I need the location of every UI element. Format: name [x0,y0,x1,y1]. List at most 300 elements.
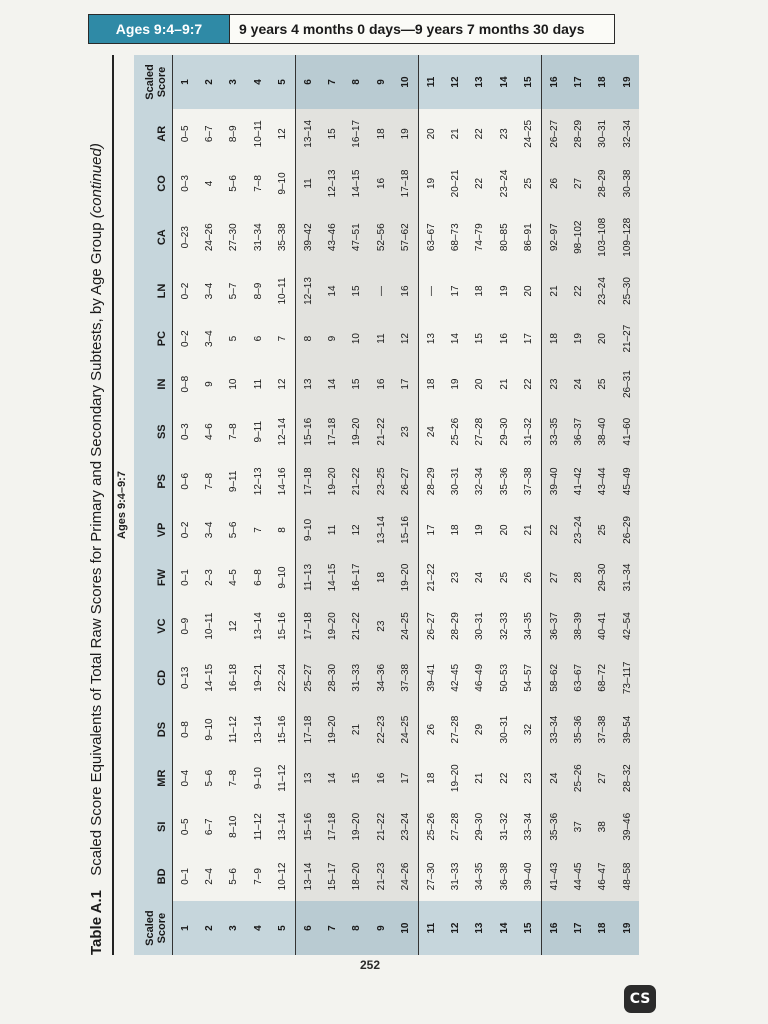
table-cell: 41–42 [566,457,590,507]
table-cell: 35–36 [566,705,590,755]
table-cell: 19 [566,316,590,362]
table-cell: 3–4 [204,282,216,300]
table-cell: 43–46 [320,208,344,266]
title-divider [112,55,114,955]
table-cell: 26 [541,159,566,209]
table-cell: 12 [394,316,419,362]
table-cell: 24–26 [394,852,419,902]
table-cell: 13 [295,361,320,407]
table-cell: 46–49 [474,663,486,692]
table-cell: 22 [566,266,590,316]
table-cell: 9–11 [228,470,240,493]
table-cell: 0–23 [179,226,191,249]
column-header: CD [134,651,173,705]
table-cell: 9–10 [277,172,289,195]
column-header: DS [134,705,173,755]
table-cell: 11–12 [228,716,240,744]
table-cell: 109–128 [615,208,639,266]
table-cell: 0–5 [179,818,191,836]
table-cell: 18 [591,55,615,109]
column-header: VP [134,506,173,554]
table-cell: 23 [541,361,566,407]
table-cell: 28–29 [449,612,461,641]
table-cell: 13–14 [369,506,393,554]
table-cell: 22 [541,506,566,554]
column-header: PS [134,457,173,507]
table-cell: 5–7 [228,282,240,300]
table-cell: 23 [498,128,510,140]
table-cell: 8 [295,316,320,362]
table-cell: 3–4 [204,330,216,347]
table-cell: 26 [418,705,443,755]
table-cell: 18–20 [345,852,369,902]
table-cell: 16 [369,754,393,802]
table-cell: 11 [320,506,344,554]
table-cell: 21 [541,266,566,316]
table-cell: 37 [566,802,590,852]
table-cell: 36–37 [566,407,590,457]
table-cell: 18 [449,524,461,536]
table-cell: 9–10 [295,506,320,554]
table-cell: 23 [369,601,393,651]
table-cell: 6 [295,55,320,109]
table-row [246,55,270,955]
table-cell: 13–14 [295,852,320,902]
table-cell: 73–117 [615,651,639,705]
table-row [566,55,590,955]
table-cell: 2–3 [204,569,216,586]
table-cell: 30–31 [449,467,461,496]
table-cell: 0–2 [179,521,191,539]
table-cell: 9–10 [277,566,289,589]
table-row [468,55,492,955]
table-row [492,55,516,955]
table-cell: 14–15 [204,663,216,692]
table-row [197,55,221,955]
table-cell: 19–20 [320,457,344,507]
table-cell: 5–6 [228,868,240,885]
table-cell: 21–27 [615,316,639,362]
table-cell: 36–38 [498,862,510,891]
table-cell: 38 [591,802,615,852]
table-cell: 0–3 [179,175,191,192]
table-cell: 30–31 [591,109,615,159]
table-cell: 8 [345,55,369,109]
table-cell: 37–38 [394,651,419,705]
table-cell: 32 [523,723,535,736]
table-cell: 2 [197,55,221,109]
table-row [615,55,639,955]
table-cell: 31–33 [345,651,369,705]
table-cell: 4–6 [204,423,216,441]
table-cell: 14–16 [277,467,289,496]
table-cell: 57–62 [394,208,419,266]
table-cell: 17–18 [295,457,320,507]
table-cell: 31–34 [615,554,639,602]
table-cell: 103–108 [591,208,615,266]
table-cell: 5–6 [228,175,240,192]
table-cell: 17 [566,55,590,109]
table-cell: 25–26 [418,802,443,852]
table-cell: 1 [173,901,198,955]
column-header: SI [134,802,173,852]
table-cell: 15 [345,754,369,802]
table-cell: 28 [566,554,590,602]
table-cell: 25–26 [566,754,590,802]
table-cell: 15 [516,901,541,955]
table-cell: 6 [295,901,320,955]
table-cell: 20 [498,524,510,536]
column-header: SS [134,407,173,457]
table-cell: 7–8 [204,472,216,490]
table-cell: 11–13 [295,554,320,602]
table-cell: 26–31 [615,361,639,407]
table-cell: 20 [523,285,535,297]
table-body [173,55,640,955]
table-cell: 38–39 [566,601,590,651]
table-cell: 16–17 [345,109,369,159]
table-cell: 9 [369,55,393,109]
table-cell: 15–16 [295,407,320,457]
table-cell: 22 [474,177,486,190]
table-cell: 17 [449,285,461,297]
table-cell: 41–43 [541,852,566,902]
table-cell: 17 [394,361,419,407]
table-cell: 11–12 [277,764,289,792]
table-cell: 28–32 [615,754,639,802]
table-cell: 18 [369,554,393,602]
table-cell: 11 [418,55,443,109]
table-cell: 21–22 [418,554,443,602]
table-cell: 42–45 [449,663,461,692]
table-cell: 17–18 [394,159,419,209]
table-cell: 0–1 [179,569,191,586]
table-cell: 9–10 [252,767,264,790]
table-cell: 25–26 [449,417,461,446]
table-cell: 7–9 [252,868,264,885]
table-cell: 23 [523,772,535,784]
table-cell: 38–40 [591,407,615,457]
table-cell: 17 [566,901,590,955]
table-cell: 10 [345,316,369,362]
table-cell: 27 [591,754,615,802]
table-cell: 21 [474,772,486,784]
table-cell: 21–22 [369,407,393,457]
table-cell: 25–27 [295,651,320,705]
table-cell: 21 [449,128,461,140]
table-cell: 33–34 [523,812,535,841]
table-cell: 11 [418,901,443,955]
table-cell: 11 [295,159,320,209]
table-cell: 42–54 [615,601,639,651]
table-cell: 92–97 [541,208,566,266]
table-cell: 16 [541,901,566,955]
column-header: PC [134,316,173,362]
table-cell: 86–91 [523,223,535,252]
table-cell: 0–8 [179,721,191,738]
table-cell: 35–38 [277,223,289,252]
table-cell: 19–20 [394,554,419,602]
table-cell: 31–34 [252,223,264,252]
table-row [394,55,419,955]
table-cell: 13–14 [277,812,289,841]
table-cell: 22–24 [277,663,289,692]
table-cell: 21 [345,705,369,755]
table-cell: 29–30 [498,417,510,446]
age-range-header [88,14,615,44]
table-cell: 28–29 [566,109,590,159]
table-cell: 20 [591,316,615,362]
table-cell: 17–18 [320,407,344,457]
table-cell: 20 [418,109,443,159]
table-cell: 12 [345,506,369,554]
column-header: BD [134,852,173,902]
table-cell: 11–12 [252,813,264,841]
table-cell: 0–2 [179,282,191,300]
table-row [320,55,344,955]
table-cell: 21–22 [345,601,369,651]
table-cell: 43–44 [591,457,615,507]
table-cell: 0–9 [179,617,191,635]
table-cell: 63–67 [418,208,443,266]
table-cell: 31–32 [523,417,535,446]
table-cell: 21 [523,524,535,536]
table-cell: 16 [498,333,510,345]
table-cell: 22 [498,772,510,784]
table-cell: 12 [277,378,289,390]
table-cell: 25–30 [615,266,639,316]
table-cell: 21 [498,378,510,390]
table-cell: 35–36 [498,467,510,496]
table-cell: 14 [492,55,516,109]
table-cell: 16 [369,361,393,407]
table-cell: 27–30 [228,223,240,252]
table-cell: 18 [369,109,393,159]
table-cell: 26 [523,571,535,584]
table-cell: 15 [516,55,541,109]
table-cell: 19–20 [345,407,369,457]
table-cell: 15 [345,361,369,407]
table-cell: 25 [591,506,615,554]
table-cell: 4 [246,55,270,109]
table-cell: 12–13 [252,467,264,496]
table-cell: 27–28 [449,812,461,841]
table-cell: 13 [468,901,492,955]
table-cell: 19–20 [320,601,344,651]
table-cell: 19–21 [252,663,264,692]
table-cell: 47–51 [345,208,369,266]
table-cell: 20 [474,378,486,390]
table-cell: 17 [418,506,443,554]
table-cell: 16–17 [345,554,369,602]
table-cell: 31–32 [498,812,510,841]
table-cell: 50–53 [498,663,510,692]
table-cell: 24 [418,407,443,457]
table-cell: 33–35 [541,407,566,457]
table-cell: 19–20 [345,802,369,852]
table-cell: 0–3 [179,423,191,441]
table-cell: 15–16 [277,715,289,744]
table-cell: 6–7 [204,125,216,143]
table-cell: 15–16 [394,506,419,554]
table-cell: 5–6 [228,521,240,539]
table-cell: 34–35 [474,862,486,891]
table-cell: 48–58 [615,852,639,902]
table-cell: 18 [474,285,486,297]
table-cell: 19 [615,901,639,955]
table-row [369,55,393,955]
table-cell: 15–16 [295,802,320,852]
table-cell: 19–20 [320,705,344,755]
table-cell: 7 [277,335,289,342]
table-header-row [134,55,173,955]
table-cell: 5 [228,335,240,342]
table-cell: 30–31 [498,715,510,744]
table-cell: 41–60 [615,407,639,457]
table-cell: 10 [394,55,419,109]
table-cell: 11 [252,378,264,390]
table-cell: 28–29 [591,159,615,209]
table-cell: 23–25 [369,457,393,507]
table-cell: 13 [468,55,492,109]
table-cell: 39–42 [295,208,320,266]
table-cell: 18 [591,901,615,955]
table-cell: 24–25 [394,705,419,755]
table-cell: 10–11 [252,120,264,148]
table-cell: 37–38 [523,467,535,496]
table-cell: 4–5 [228,569,240,586]
table-cell: 12 [277,128,289,140]
table-row [541,55,566,955]
table-cell: 3 [222,901,246,955]
table-cell: 68–72 [591,651,615,705]
table-cell: 14 [320,361,344,407]
column-header: IN [134,361,173,407]
rotated-table-block [84,55,633,955]
table-cell: 9 [369,901,393,955]
table-cell: 13–14 [252,715,264,744]
table-cell: 80–85 [498,223,510,252]
table-cell: 22 [523,378,535,390]
table-cell: 29 [474,723,486,736]
table-cell: 46–47 [591,852,615,902]
table-cell: 28–30 [320,651,344,705]
table-cell: 74–79 [474,223,486,252]
table-cell: 52–56 [369,208,393,266]
table-cell: 2 [197,901,221,955]
table-cell: 16 [394,266,419,316]
column-header: FW [134,554,173,602]
table-cell: 23 [449,571,461,584]
table-cell: 39–41 [418,651,443,705]
table-row [173,55,198,955]
table-cell: 44–45 [566,852,590,902]
table-cell: 19 [498,285,510,297]
table-cell: 19–20 [449,764,461,793]
table-cell: 10 [228,378,240,390]
table-cell: 23–24 [394,802,419,852]
table-cell: 36–37 [541,601,566,651]
table-cell: 45–49 [615,457,639,507]
table-cell: 17–18 [320,802,344,852]
table-cell: 0–6 [179,472,191,490]
table-cell: 24 [566,361,590,407]
table-cell: 5 [271,901,296,955]
table-cell: 18 [541,316,566,362]
column-header: Scaled Score [134,55,173,109]
column-header: AR [134,109,173,159]
table-cell: 0–8 [179,375,191,393]
table-cell: 4 [204,180,216,187]
table-cell: 14 [320,754,344,802]
table-cell: 27 [566,159,590,209]
table-cell: 24 [474,571,486,584]
table-cell: 34–35 [523,612,535,641]
table-cell: 21–22 [369,802,393,852]
table-cell: 28–29 [418,457,443,507]
table-cell: 17–18 [295,601,320,651]
table-cell: 32–34 [474,467,486,496]
table-cell: 68–73 [449,223,461,252]
table-cell: 2–4 [204,868,216,885]
table-cell: 27 [541,554,566,602]
table-cell: 17–18 [295,705,320,755]
table-cell: 16–18 [228,663,240,692]
table-cell: 32–34 [615,109,639,159]
table-cell: 13–14 [252,612,264,641]
table-cell: 19 [449,378,461,390]
table-row [295,55,320,955]
column-header: Scaled Score [134,901,173,955]
table-cell: 14 [492,901,516,955]
table-cell: 20–21 [449,169,461,198]
table-cell: 30–38 [615,159,639,209]
table-cell: 25 [498,571,510,584]
table-cell: 19 [394,109,419,159]
table-cell: 24–26 [204,223,216,252]
table-cell: 7–8 [228,423,240,441]
table-row [271,55,296,955]
table-cell: 7 [320,901,344,955]
table-continued-note: (continued) [88,143,105,219]
column-header: MR [134,754,173,802]
table-cell: — [369,266,393,316]
table-cell: 8–9 [252,282,264,300]
table-cell: 54–57 [523,663,535,692]
table-cell: 19 [418,159,443,209]
table-cell: 13 [418,316,443,362]
table-cell: 25 [523,177,535,190]
table-cell: 14 [320,266,344,316]
table-cell: 18 [418,754,443,802]
table-cell: 22–23 [369,705,393,755]
table-cell: 12 [443,901,467,955]
table-cell: 26–27 [418,601,443,651]
table-cell: 8–9 [228,125,240,143]
table-cell: 39–46 [615,802,639,852]
table-cell: 63–67 [566,651,590,705]
table-cell: 26–27 [394,457,419,507]
table-cell: 8 [277,527,289,533]
table-cell: 29–30 [591,554,615,602]
table-cell: 30–31 [474,612,486,641]
table-cell: 27–28 [474,417,486,446]
table-cell: 12–13 [320,159,344,209]
table-cell: 10–12 [277,862,289,891]
table-cell: 23–24 [566,506,590,554]
table-cell: 34–36 [369,651,393,705]
table-cell: 0–5 [179,125,191,143]
